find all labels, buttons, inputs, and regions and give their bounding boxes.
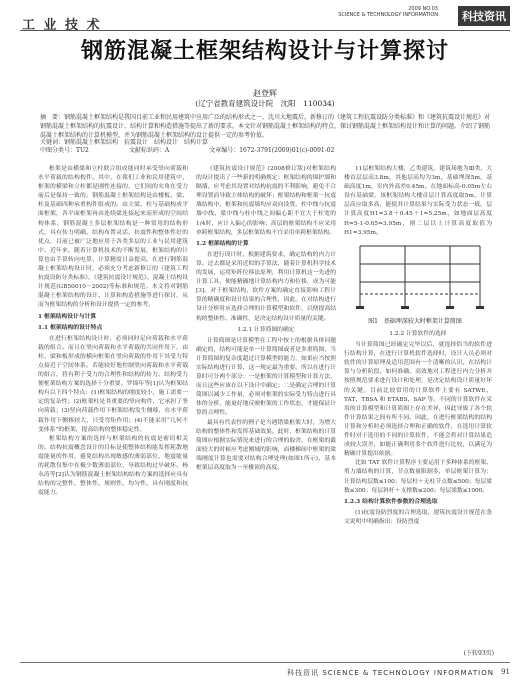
subsection-heading: 1.2 框架结构的计算 — [196, 240, 249, 247]
continued-note: (下转93页) — [463, 650, 494, 657]
article-affiliation: (辽宁省教育建筑设计院 沈阳 110034) — [195, 99, 335, 108]
paragraph: 在进行设计时，根据建筑要求，确定结构的内力计算。过去都是采用近似的手算法，随着计算机科学技术的发展，运用矩阵位移法原理，利用计算机这一先进的计算工具，便能精确地计算结构内力和位移，成为可能[3]。对于框架结构，软件方案的确定直接影响工程计算的精确度和设计结果的合理性，因此，在对结构进行设计分析时应选择合理的计算模型和软件，以便提高结构的整体性、准确性，是决定结构设计质量的关键。 — [196, 251, 336, 322]
article-ids — [40, 147, 490, 155]
article-keywords: 关键词：钢筋混凝土框架结构 抗震设计 结构设计 结构计算 — [40, 139, 209, 146]
paragraph: 11层框架结构大楼，乙类建筑，建筑场地为Ⅲ类，大楼首层层高3.8m，其他层高均为3m，基础埋深5m，基础高度1m，室内外高差0.45m。在地面标高-0.05m左右设有基础梁，该框架结构大楼首层计算高度取5m，计算层高应取多高，能使其计算结果与实际受力状态一致。层计算高度H1=3.8＋0.45＋1=5.25m，如地面层高度H=5-1-0.05=3.95m，则二层以上计算高度取值为H1=3.95m。 — [344, 166, 492, 236]
body-column-1 — [38, 165, 188, 498]
footer-divider — [20, 662, 510, 663]
figure-caption: 图1 基础埋深较大时框架计算简图 — [368, 318, 462, 325]
support-left — [356, 306, 364, 309]
subsubsection-heading: 1.2.2 计算软件的选择 — [389, 331, 447, 337]
article-number: 文章编号：1672-3791(2009)01(c)-0091-02 — [209, 147, 335, 154]
footer-journal: 科技资讯 SCIENCE & TECHNOLOGY INFORMATION — [287, 669, 494, 677]
paragraph: 框架是由横梁和立柱联合组成能同时承受竖向荷载和水平荷载的结构构件。其中，在我们工业和民用建筑中，框架的横梁和立柱都是刚性连接的，它们间的夹角在受力前后是保持一致的。钢筋混凝土框架结构是由楼板、梁、柱及基础四种承重构件组成的。由主梁、柱与基础构成平面框架，各平面框架再由连续梁连接起来而形成的空间结构体系。钢筋混凝土多层框架结构是一种常用的结构形式，具有传力明确、结构布置灵活、抗震性和整体性好的优点，目前已被广泛地应用于各类多层的工业与民用建筑中。近年来，随着计算机技术的不断发展，框架结构的计算也由手算转向电算，计算精度日益提高。在进行钢筋混凝土框架结构设计时，必须充分考虑新修订的《建筑工程抗震设防分类标准》、《建筑抗震设计规范》、混凝土结构设计规范(GB50010－2002)等标准和规范。本文将对钢筋混凝土框架结构的设计、计算和构造措施等进行探讨，从而为框架结构的分析和设计提供一定的参考。 — [38, 166, 188, 309]
subsection-heading: 1.1 框架结构的设计特点 — [38, 324, 103, 331]
journal-badge: 科技资讯 — [458, 6, 510, 26]
paragraph: 最具有代表性的例子是当遇错梁框架大时，为增大结构的整体性和发挥基础效果，此时，框架结构的计算简图应根据实际情况来进行的合理的取舍，在框架的截面较大的时候应考虑刚域的影响，而楼梯间中框架的梁端刚度计算也需要对结构合理处理(如图1所示)，基本框架层高度取为一至楼顶的高度。 — [196, 419, 336, 471]
section-label: 工 业 技 术 — [22, 18, 102, 33]
issue-number: 2009 NO.03 — [408, 6, 438, 12]
article-author: 赵登辉 — [253, 89, 277, 98]
support-mid-right — [446, 306, 454, 309]
classification-number: 中图分类号：TU2 — [40, 147, 89, 154]
subsubsection-heading: 1.2.1 计算简图的确定 — [237, 326, 295, 333]
paragraph: 框架结构方案的选择与框架结构的抗震是密切相关的。结构抗震概念设计的目标是使整体结构能发挥耗散地震能量的作用，避免结构出现敏感的薄弱部位，地震能量的耗散仅集中在极少数薄弱部位，导致结构过早破坏。杨永涛等[2]认为钢筋混凝土框架结构结构方案的选择应具有结构的完整性、整体性、规则性、均匀性、具有刚度和抗震能力。 — [38, 435, 188, 497]
header-divider — [20, 30, 510, 31]
article-title: 钢筋混凝土框架结构设计与计算探讨 — [80, 39, 449, 64]
subsubsection-heading: 1.2.3 结构计算软件参数的合理选取 — [344, 498, 438, 505]
paragraph: 当计算简图已经确定完毕以后，就选择恰当的软件进行结构计算，在进行计算机软件选择时，设计人员必须对软件的计算原理及适用范围有一个清晰的认识，在结构计算与分析阶段，如何准确、高效地对工程进行内力分析并按照规范要求进行设计和处理，是决定结构设计质量好坏的关键。目前比较常用的计算软件主要有 SATWE、TAT、TBSA 和 ETABS、SAP 等。不同的计算软件在采用的计算模型和计算简图上存在差异，因此导致了各个软件计算结果之间有所不同。因此，在进行框架结构的结构计算和分析时必须选择合理和正确的软件，在选用计算软件时对于选用的不同的计算软件，不能会将对计算结果造成较大误差，如能正确利用多个软件进行比较，以满足为精确计算提出依据。 — [344, 342, 492, 458]
support-mid-left — [401, 306, 409, 309]
paragraph: (1)抗震设防烈度的合理选取，建筑抗震设计规范在条文说明中明确指出：设防烈度 — [344, 509, 492, 525]
support-right — [476, 306, 484, 309]
body-column-3-top — [344, 165, 492, 238]
body-column-3-bottom — [344, 328, 492, 527]
frame-diagram-figure — [340, 236, 490, 312]
article-abstract: 摘 要：钢筋混凝土框架结构是我国目前工业和民用建筑中应用广泛的结构形式之一，沈川大地震后，新修订的《建筑工程抗震设防分类标准》和《建筑抗震设计规范》对钢筋混凝土框架结构的抗震设计、结构计算和构造措施等提出了新的要求。本文针对钢筋混凝土框架结构的特点，探讨钢筋混凝土框架结构设计和计算的问题。介绍了钢筋混凝土框架结构的计算机模型，并为钢筋混凝土框架结构的设计提供一定的参考价值。 — [40, 114, 491, 139]
body-column-2 — [196, 165, 336, 473]
section-heading: 1 框架结构设计与计算 — [38, 313, 97, 320]
paragraph: 计算简图是计算模型在工程中按上的根据具体问题确定的，结构可能是单一计算简图或者是多重简图，当计算简图的复杂度超过计算模型的能力，如果应当按照实际结构进行计算，这一规定最为重要。所以在进行计算时可分两个部分：一是框架的计算模型和计算方法，而且这些应该在以下设计中确定；二是确定合理的计算简图以减少工作量，必须对框架的实际受力特点进行具体的分析，能更好地反映框架的工作状态，才能保证计算的合理性。 — [196, 337, 336, 417]
journal-issue-line — [338, 6, 438, 18]
paragraph: 《建筑抗震设计规范》(2008修订版)对框架结构的设计提出了一些新的明确规定：框架结构的围护墙和隔墙，应考虑其设置对结构抗震的不利影响，避免不合理设置而导致主体结构的破坏；框架结构和框架－抗震墙结构中，框架和抗震墙均应双向设置，柱中线与抗震墙中线、梁中线与柱中线之间偏心距不宜大于柱宽的1/4时，应计入偏心的影响；高层的框架结构不应采用单跨框架结构，多层框架结构不宜采用单跨框架结构。 — [196, 166, 336, 236]
document-code: 文献标识码：A — [128, 147, 170, 154]
paragraph: 在进行框架结构设计时，必须同时足向荷载和水平荷载的组合。而且在竖向荷载和水平荷载的共同作用下，由柱、梁和板形成的横向框架在竖向荷载的作用下其受力特点接近于空间体系。若能较好地控制竖向荷载和水平荷载的组合，将有利于受力的合理性和结构的传力。结构受力便框架结构方案的选择十分重要。罗锦年等[1]认为框架结构有以下四个特点：(1)框架结构的刚度较小，施工需要一定的复杂性；(2)框架柱是其重要的竖向构件，它承担了竖向荷载；(3)竖向荷载作用下框架结构发生侧移，在水平荷载作用下侧移较大，只受弯矩作用；(4)不能采用“几何不变体系”的框架，提高结构的整体稳定性。 — [38, 335, 188, 433]
paragraph: 比如 TAT 软件计算程序主要运用于多种体系的框架、剪力墙结构的计算，节点数量限制多，单层框架计算为：计算结构层数≤100；每层柱＋无柱节点数≤500；每层梁数≤300；每层斜杆＋支撑数≤200；每层梁数≤1000。 — [344, 460, 492, 494]
page-number: 91 — [501, 668, 510, 676]
journal-english-name: SCIENCE & TECHNOLOGY INFORMATION — [338, 12, 438, 18]
